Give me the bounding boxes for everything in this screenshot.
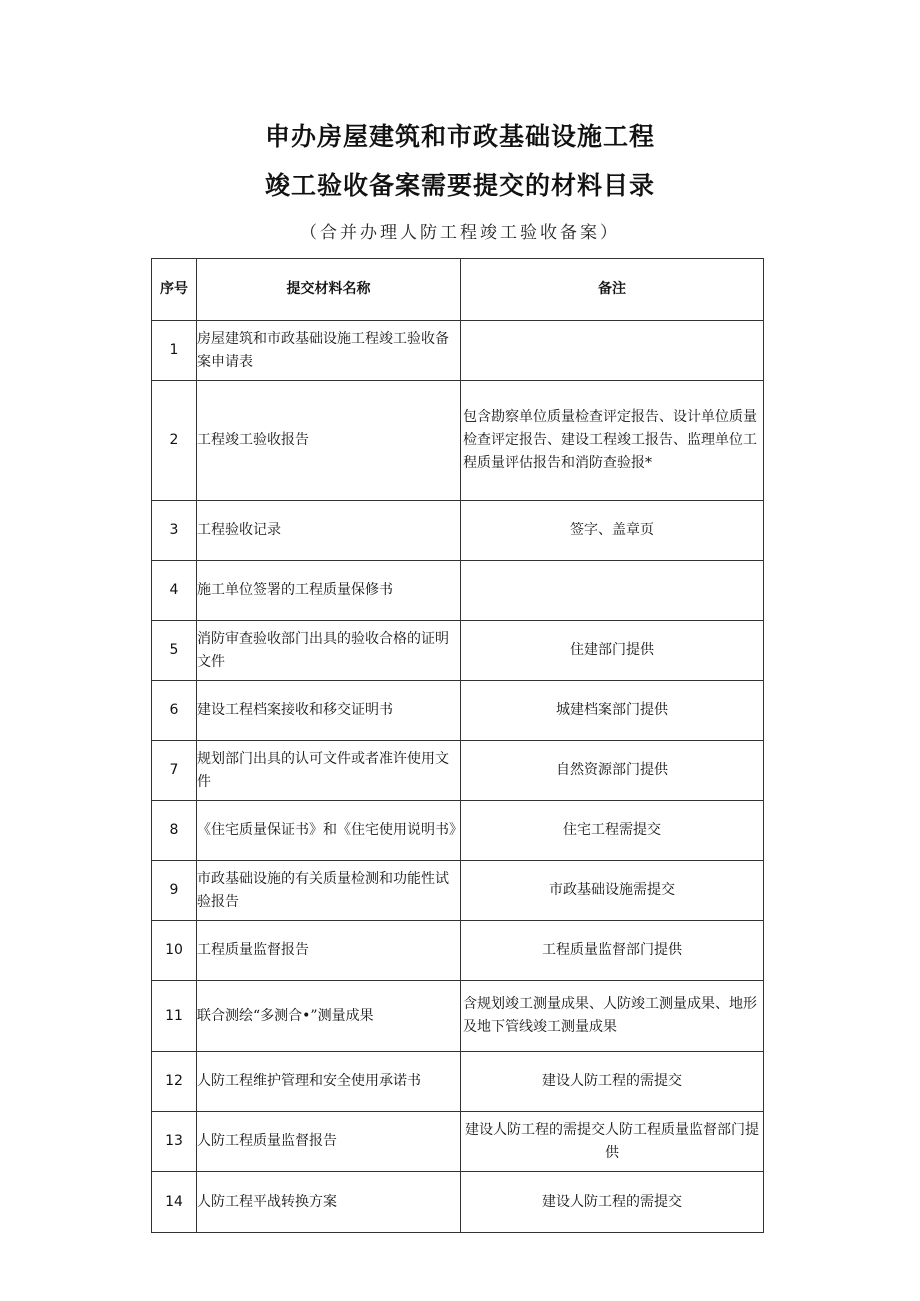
- row-name: 人防工程质量监督报告: [197, 1112, 461, 1172]
- table-row: [152, 621, 764, 681]
- table-row: [152, 381, 764, 501]
- header-note: 备注: [461, 259, 764, 321]
- row-name: 工程竣工验收报告: [197, 381, 461, 501]
- row-name: 房屋建筑和市政基础设施工程竣工验收备案申请表: [197, 321, 461, 381]
- row-note: 住宅工程需提交: [461, 801, 764, 861]
- row-name: 《住宅质量保证书》和《住宅使用说明书》: [197, 801, 461, 861]
- row-note: 工程质量监督部门提供: [461, 921, 764, 981]
- table-row: [152, 681, 764, 741]
- row-note: 市政基础设施需提交: [461, 861, 764, 921]
- table-row: [152, 561, 764, 621]
- row-no: 7: [152, 741, 197, 801]
- row-note: 城建档案部门提供: [461, 681, 764, 741]
- row-name: 建设工程档案接收和移交证明书: [197, 681, 461, 741]
- row-no: 5: [152, 621, 197, 681]
- row-name: 联合测绘“多测合•”测量成果: [197, 981, 461, 1052]
- row-no: 13: [152, 1112, 197, 1172]
- row-name: 消防审查验收部门出具的验收合格的证明文件: [197, 621, 461, 681]
- row-no: 6: [152, 681, 197, 741]
- row-note: 含规划竣工测量成果、人防竣工测量成果、地形及地下管线竣工测量成果: [461, 981, 764, 1052]
- table-row: [152, 921, 764, 981]
- header-name: 提交材料名称: [197, 259, 461, 321]
- document-subtitle: （合并办理人防工程竣工验收备案）: [300, 223, 620, 243]
- table-row: [152, 1052, 764, 1112]
- row-name: 人防工程维护管理和安全使用承诺书: [197, 1052, 461, 1112]
- row-no: 11: [152, 981, 197, 1052]
- row-no: 4: [152, 561, 197, 621]
- row-note: 建设人防工程的需提交: [461, 1052, 764, 1112]
- table-row: [152, 1112, 764, 1172]
- row-note: 住建部门提供: [461, 621, 764, 681]
- row-name: 规划部门出具的认可文件或者准许使用文件: [197, 741, 461, 801]
- row-note: 建设人防工程的需提交人防工程质量监督部门提供: [461, 1112, 764, 1172]
- row-no: 3: [152, 501, 197, 561]
- row-no: 12: [152, 1052, 197, 1112]
- row-note: 签字、盖章页: [461, 501, 764, 561]
- row-name: 施工单位签署的工程质量保修书: [197, 561, 461, 621]
- table-row: [152, 321, 764, 381]
- row-note: 自然资源部门提供: [461, 741, 764, 801]
- row-name: 市政基础设施的有关质量检测和功能性试验报告: [197, 861, 461, 921]
- row-no: 10: [152, 921, 197, 981]
- materials-table: [151, 258, 764, 1233]
- table-row: [152, 861, 764, 921]
- row-note: [461, 321, 764, 381]
- row-note: 包含勘察单位质量检查评定报告、设计单位质量检查评定报告、建设工程竣工报告、监理单位工程质量评估报告和消防查验报*: [461, 381, 764, 501]
- row-no: 1: [152, 321, 197, 381]
- document-title-line-2: 竣工验收备案需要提交的材料目录: [264, 171, 655, 200]
- table-header-row: [152, 259, 764, 321]
- table-row: [152, 501, 764, 561]
- table-row: [152, 1172, 764, 1233]
- row-no: 9: [152, 861, 197, 921]
- row-name: 人防工程平战转换方案: [197, 1172, 461, 1233]
- document-title-line-1: 申办房屋建筑和市政基础设施工程: [264, 122, 655, 151]
- row-no: 8: [152, 801, 197, 861]
- row-note: 建设人防工程的需提交: [461, 1172, 764, 1233]
- table-row: [152, 981, 764, 1052]
- row-no: 14: [152, 1172, 197, 1233]
- row-no: 2: [152, 381, 197, 501]
- row-name: 工程验收记录: [197, 501, 461, 561]
- row-name: 工程质量监督报告: [197, 921, 461, 981]
- row-note: [461, 561, 764, 621]
- header-no: 序号: [152, 259, 197, 321]
- table-row: [152, 741, 764, 801]
- table-row: [152, 801, 764, 861]
